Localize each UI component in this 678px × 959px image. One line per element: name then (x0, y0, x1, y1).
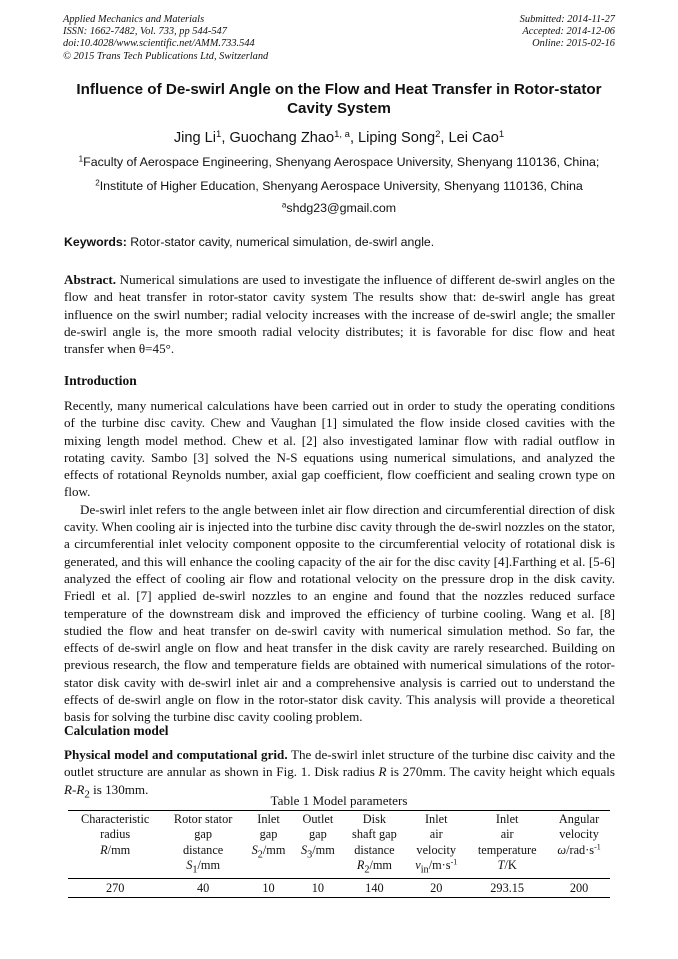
abstract-label: Abstract. (64, 272, 116, 287)
issn-line: ISSN: 1662-7482, Vol. 733, pp 544-547 (63, 26, 227, 38)
table-header-row (68, 811, 610, 879)
publication-dates (520, 14, 615, 51)
table-caption: Table 1 Model parameters (270, 793, 408, 808)
table-cell: 10 (244, 878, 293, 897)
table-header-cell: Rotor stator gap distance $S_1/mm$ (162, 811, 243, 879)
title-line-1: Influence of De-swirl Angle on the Flow and Heat Transfer in Rotor-stator (76, 81, 602, 98)
section-heading-calculation-model: Calculation model (64, 723, 169, 738)
paragraph: De-swirl inlet refers to the angle between inlet air flow direction and circumferential direction of disk cavity. When cooling air is injected into the turbine disc cavity through the de-swirl nozzles on the stator, a circumferential inlet velocity component opposite to the circumferential velocity of rotational disk is generated, and this will enhance the cooling capacity of the air for the disc cavity [4].Farthing et al. [5-6] analyzed the effect of cooling air flow and rotational velocity on the pressure drop in the disk cavity. Friedl et al. [7] applied de-swirl nozzles to an engine and found that the nozzles reduced surface temperature of the downstream disk and improved the efficiency of turbine cooling. Wang et al. [8] studied the flow and heat transfer on de-swirl cavity with numerical simulation method. So far, the effects of de-swirl angle on flow and heat transfer in the disk cavity are rarely researched. Building on previous research, the flow and temperature fields are obtained with numerical simulations of the rotor-stator disk cavity with de-swirl inlet air and a comprehensive analysis is carried out to understand the effects of de-swirl angle on flow in the rotor-stator disk cavity. This analysis will provide a theoretical basis for solving the turbine disc cavity cooling problem. (64, 501, 615, 725)
keywords (64, 235, 434, 249)
online-date: Online: 2015-02-16 (532, 38, 615, 50)
table-header-cell: Characteristic radius R/mm (68, 811, 162, 879)
abstract (64, 271, 615, 357)
introduction-body (64, 397, 615, 726)
accepted-date: Accepted: 2014-12-06 (522, 26, 615, 38)
table-row (68, 878, 610, 897)
table-cell: 270 (68, 878, 162, 897)
author-affiliation-mark: 1 (216, 128, 222, 140)
author-name: Lei Cao (448, 130, 499, 146)
paper-title (40, 80, 638, 118)
table-header-cell: Inlet air velocity $v_{in}/m\cdot s^{-1}$ (406, 811, 466, 879)
author-name: Jing Li (173, 130, 217, 146)
submitted-date: Submitted: 2014-11-27 (519, 14, 615, 25)
author-affiliation-mark: 1 (498, 128, 505, 140)
author-name: Liping Song (358, 130, 436, 146)
section-heading-introduction: Introduction (64, 373, 137, 388)
table-header-cell: Outlet gap $S_3/mm$ (293, 811, 342, 879)
table-cell: 293.15 (466, 878, 548, 897)
table-header-cell: Inlet gap $S_2/mm$ (244, 811, 293, 879)
author-affiliation-mark: 2 (435, 128, 441, 140)
abstract-text: Numerical simulations are used to investigate the influence of different de-swirl angles on the flow and heat transfer in rotor-stator cavity system The results show that: de-swirl angle has great influence on the swirl number; radial velocity increases with the increase of de-swirl angle; the smaller de-swirl angle is, the more smooth radial velocity distributes; it is favorable for disc flow and heat transfer when θ=45°. (64, 272, 615, 357)
table-header-cell: Inlet air temperature T/K (466, 811, 548, 879)
author-email: $^a$shdg23@gmail.com (281, 200, 397, 215)
table-cell: 20 (406, 878, 466, 897)
author-name: Guochang Zhao (229, 130, 335, 146)
subsection-label: Physical model and computational grid. (64, 747, 288, 762)
table-header-cell: Disk shaft gap distance $R_2/mm$ (343, 811, 407, 879)
keywords-label: Keywords: (64, 235, 127, 249)
calculation-model-paragraph: Physical model and computational grid. The de-swirl inlet structure of the turbine disc caivity and the outlet structure are annular as shown in Fig. 1. Disk radius R is 270mm. The cavity height which equals $R-R_2$ is 130mm. (64, 747, 616, 801)
table-cell: 10 (293, 878, 342, 897)
affiliation-1: $^1$Faculty of Aerospace Engineering, Shenyang Aerospace University, Shenyang 110136, China; (78, 154, 600, 169)
copyright-line: © 2015 Trans Tech Publications Ltd, Switzerland (63, 50, 269, 62)
paragraph: Recently, many numerical calculations have been carried out in order to study the operating conditions of the turbine disc cavity. Chew and Vaughan [1] simulated the flow inside closed cavities with the mixing length model method. Chew et al. [2] also investigated laminar flow with radial outflow in rotating cavity. Sambo [3] solved the N-S equations using numerical simulations, and analyzed the effects of rotational Reynolds number, axial gap coefficient, flow coefficient and sealing crown type on flow. (64, 398, 615, 500)
doi-line: doi:10.4028/www.scientific.net/AMM.733.544 (63, 38, 255, 50)
table-cell: 40 (162, 878, 243, 897)
table-header-cell: Angular velocity $\omega/rad\cdot s^{-1}$ (548, 811, 610, 879)
author-affiliation-mark: 1, a (334, 128, 350, 140)
model-parameters-table (68, 810, 610, 898)
affiliation-2: $^2$Institute of Higher Education, Shenyang Aerospace University, Shenyang 110136, China (95, 178, 583, 193)
journal-name: Applied Mechanics and Materials (63, 14, 205, 25)
table-cell: 140 (343, 878, 407, 897)
author-list: Jing Li$^1$, Guochang Zhao$^{1, a}$, Liping Song$^2$, Lei Cao$^1$ (173, 128, 505, 146)
keywords-text: Rotor-stator cavity, numerical simulation, de-swirl angle. (126, 235, 435, 249)
journal-info (63, 14, 268, 63)
table-cell: 200 (548, 878, 610, 897)
title-line-2: Cavity System (287, 100, 391, 117)
